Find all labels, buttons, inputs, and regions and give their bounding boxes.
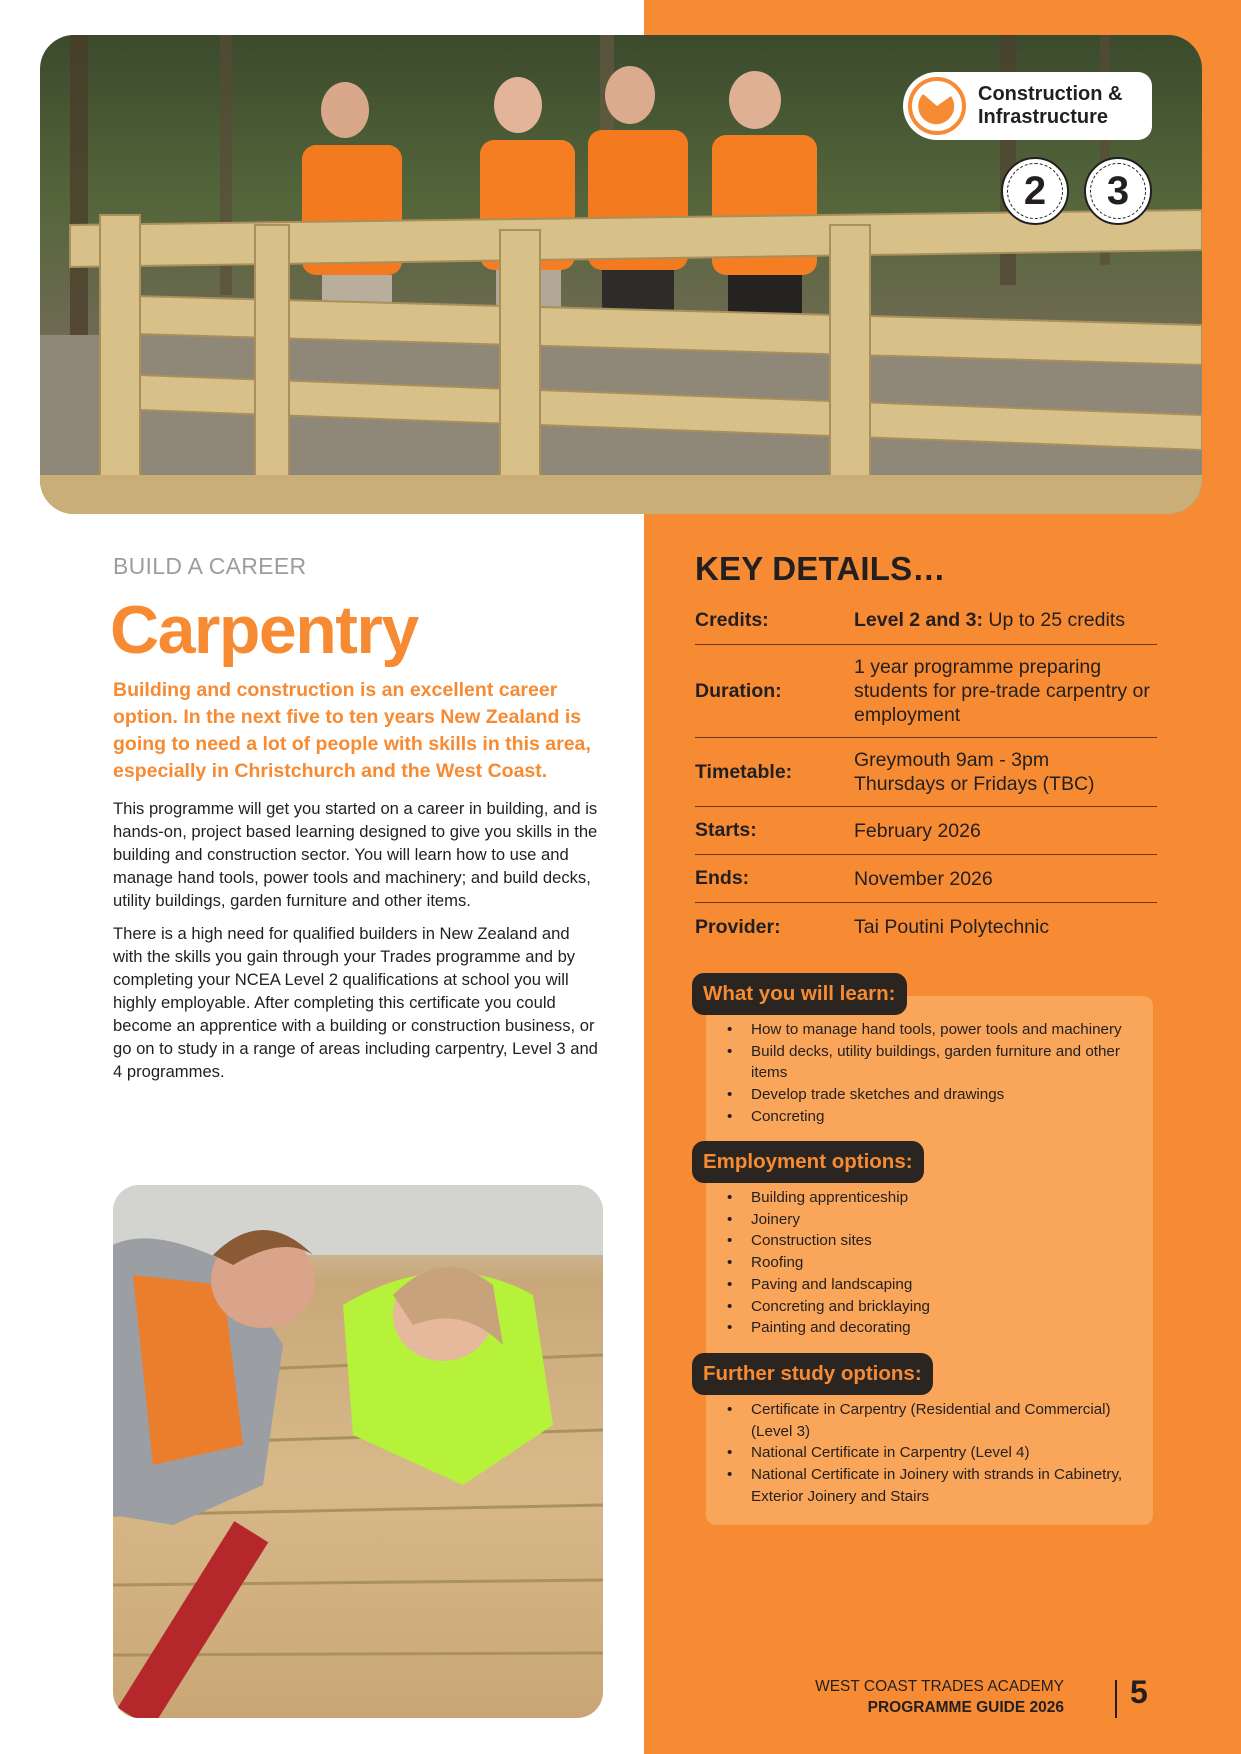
key-detail-row-provider bbox=[695, 903, 1157, 951]
key-detail-label: Ends: bbox=[695, 867, 750, 889]
list-item: • Concreting and bricklaying bbox=[705, 1296, 1145, 1318]
list-item: • Construction sites bbox=[705, 1230, 1145, 1252]
key-detail-value-bold: Level 2 and 3: bbox=[854, 609, 983, 631]
body-paragraph-2: There is a high need for qualified builders in New Zealand and with the skills you gain through your Trades programme and by completing your NCEA Level 2 qualifications at school you will highly employable. After completing this certificate you could become an apprentice with a building or construction business, or go on to study in a range of areas including carpentry, Level 3 and 4 programmes. bbox=[113, 924, 598, 1081]
further-study-list bbox=[705, 1399, 1145, 1508]
employment-list bbox=[705, 1187, 1145, 1339]
list-item: • Certificate in Carpentry (Residential and Commercial) (Level 3) bbox=[705, 1399, 1145, 1442]
list-item: • National Certificate in Joinery with strands in Cabinetry, Exterior Joinery and Stairs bbox=[705, 1464, 1145, 1507]
students-measuring-photo bbox=[113, 1185, 603, 1718]
footer-guide: PROGRAMME GUIDE 2026 bbox=[867, 1699, 1064, 1716]
level-2-number: 2 bbox=[1023, 168, 1047, 213]
list-item: • Roofing bbox=[705, 1252, 1145, 1274]
students-photo-illustration bbox=[113, 1185, 603, 1718]
key-detail-row-starts bbox=[695, 807, 1157, 855]
body-paragraph-1: This programme will get you started on a career in building, and is hands-on, project based learning designed to give you skills in the building and construction sector. You will learn how to use and manage hand tools, power tools and machinery; and build decks, utility buildings, garden furniture and other items. bbox=[113, 799, 598, 910]
section-heading-further: Further study options: bbox=[692, 1353, 933, 1395]
footer-org: WEST COAST TRADES ACADEMY bbox=[815, 1678, 1064, 1695]
key-detail-value: November 2026 bbox=[854, 867, 993, 890]
page-title: Carpentry bbox=[110, 592, 418, 668]
list-item: • Build decks, utility buildings, garden furniture and other items bbox=[705, 1041, 1145, 1084]
key-detail-value: Tai Poutini Polytechnic bbox=[854, 916, 1050, 938]
learn-list bbox=[705, 1019, 1145, 1128]
list-item: • Painting and decorating bbox=[705, 1317, 1145, 1339]
key-detail-row-timetable bbox=[695, 738, 1157, 807]
key-details-table bbox=[695, 596, 1157, 951]
footer-text bbox=[815, 1676, 1064, 1718]
list-item: • National Certificate in Carpentry (Level 4) bbox=[705, 1442, 1145, 1464]
level-3-badge bbox=[1084, 157, 1152, 225]
level-3-number: 3 bbox=[1106, 168, 1130, 213]
level-2-badge bbox=[1001, 157, 1069, 225]
page-number: 5 bbox=[1130, 1674, 1148, 1710]
key-detail-label: Starts: bbox=[695, 819, 757, 841]
list-item: • How to manage hand tools, power tools and machinery bbox=[705, 1019, 1145, 1041]
construction-pie-icon bbox=[908, 77, 966, 135]
key-details-heading: KEY DETAILS… bbox=[695, 550, 946, 587]
section-heading-learn: What you will learn: bbox=[692, 973, 907, 1015]
key-detail-value: Greymouth 9am - 3pm Thursdays or Fridays (TBC) bbox=[854, 749, 1095, 795]
badge-label-line2: Infrastructure bbox=[978, 106, 1109, 128]
key-detail-value: Up to 25 credits bbox=[982, 609, 1125, 631]
list-item: • Concreting bbox=[705, 1106, 1145, 1128]
key-detail-label: Credits: bbox=[695, 608, 769, 631]
key-detail-row-ends bbox=[695, 855, 1157, 903]
badge-label-line1: Construction & bbox=[978, 83, 1123, 105]
list-item: • Joinery bbox=[705, 1209, 1145, 1231]
key-detail-value: 1 year programme preparing students for pre-trade carpentry or employment bbox=[854, 656, 1150, 726]
construction-infrastructure-badge bbox=[903, 72, 1152, 140]
key-detail-label: Duration: bbox=[695, 679, 782, 702]
section-heading-employment: Employment options: bbox=[692, 1141, 924, 1183]
list-item: • Building apprenticeship bbox=[705, 1187, 1145, 1209]
key-detail-row-credits bbox=[695, 596, 1157, 645]
kicker: BUILD A CAREER bbox=[113, 553, 307, 579]
key-detail-label: Provider: bbox=[695, 915, 781, 938]
footer-divider bbox=[1115, 1680, 1117, 1718]
key-detail-row-duration bbox=[695, 645, 1157, 738]
key-detail-label: Timetable: bbox=[695, 760, 793, 783]
key-detail-value: February 2026 bbox=[854, 819, 981, 842]
list-item: • Develop trade sketches and drawings bbox=[705, 1084, 1145, 1106]
list-item: • Paving and landscaping bbox=[705, 1274, 1145, 1296]
intro-paragraph: Building and construction is an excellent career option. In the next five to ten years New Zealand is going to need a lot of people with skills in this area, especially in Christchurch and the West Coast. bbox=[113, 679, 591, 782]
